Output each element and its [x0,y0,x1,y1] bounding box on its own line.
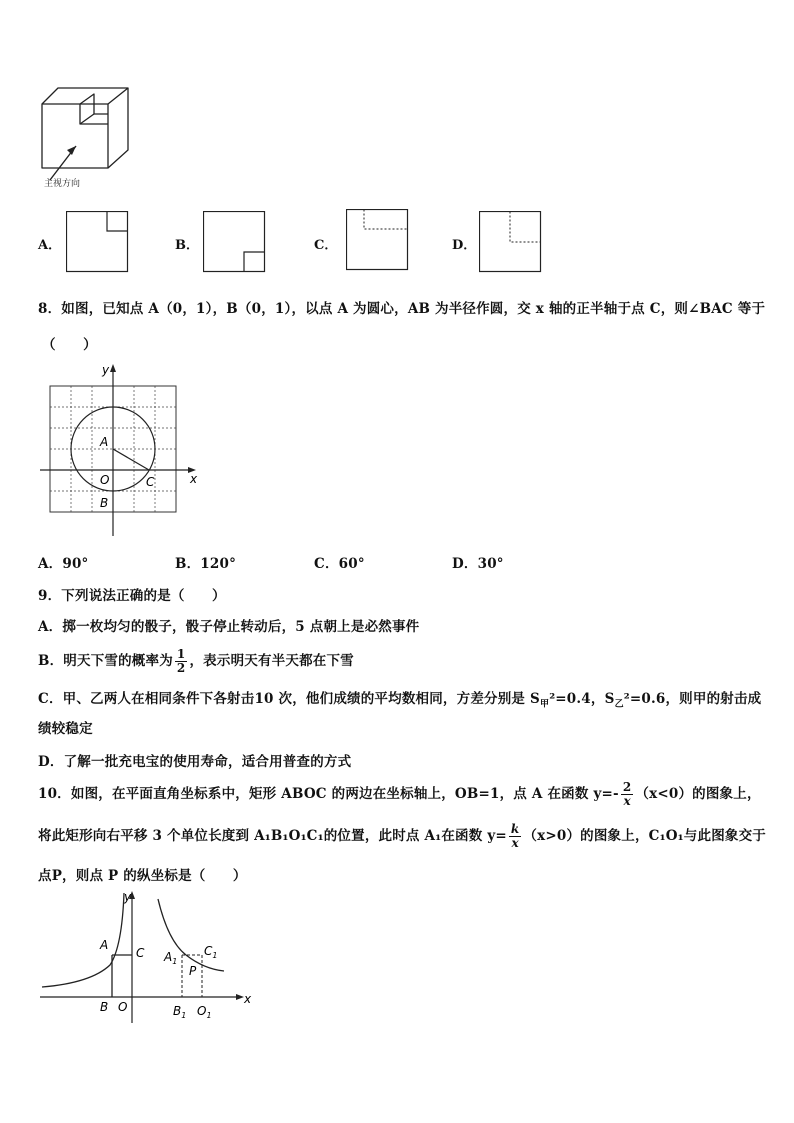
q10-line2-pre: 将此矩形向右平移 3 个单位长度到 A₁B₁O₁C₁的位置，此时点 A₁在函数 y= [38,828,507,844]
q10-point-b1-subscript: 1 [181,1011,187,1020]
q8-point-o-label: O [100,473,110,487]
q9-option-c-line2: 绩较稳定 [38,721,93,737]
q7-option-c-figure[interactable] [346,209,409,271]
q9-option-b-post: ，表示明天有半天都在下雪 [189,653,354,669]
q9-option-d[interactable]: D．了解一批充电宝的使用寿命，适合用普查的方式 [38,754,352,770]
q10-point-b-label: B [100,1000,109,1014]
q7-option-d-figure[interactable] [479,211,542,273]
q9-option-c-text-mid: ²=0.4，S [549,691,615,707]
q7-option-b-figure[interactable] [203,211,266,273]
q10-stem-line3: 点P，则点 P 的纵坐标是（ ） [38,868,247,884]
q9-option-b[interactable] [38,648,354,675]
q10-point-b1-letter: B [173,1004,182,1018]
fraction-denominator: x [623,794,631,808]
q10-line1-post: （x<0）的图象上， [635,786,761,802]
q10-point-p-label: P [189,964,197,978]
q10-point-c1-subscript: 1 [212,951,218,960]
q10-point-o1-subscript: 1 [206,1011,212,1020]
fraction-denominator: 2 [176,661,186,675]
q7-option-b-label[interactable]: B． [175,238,199,253]
q7-option-d-label[interactable]: D． [452,238,477,253]
q9-option-c-text-a: C．甲、乙两人在相同条件下各射击10 次，他们成绩的平均数相同，方差分别是 S [38,691,540,707]
q8-axis-x-label: x [190,472,198,486]
q10-point-c-label: C [136,946,145,960]
cube-caption: 主视方向 [44,179,81,189]
q9-stem: 9．下列说法正确的是（ ） [38,588,226,604]
q10-fraction-1 [621,781,634,808]
fraction-denominator: x [511,836,519,850]
q8-point-c-label: C [146,475,155,489]
fraction-numerator: k [510,822,520,836]
q8-figure [36,356,204,538]
q10-point-b1-label [173,1004,186,1020]
q10-stem-line2 [38,823,766,850]
q7-option-c-label[interactable]: C． [314,238,338,253]
q8-stem-line2: （ ） [42,337,97,353]
q9-option-b-fraction [175,648,188,675]
cube-figure [36,82,140,190]
q10-point-a1-subscript: 1 [172,957,178,966]
q10-point-a1-label [163,950,177,966]
q10-point-c1-label [204,944,217,960]
q10-line1-pre: 10．如图，在平面直角坐标系中，矩形 ABOC 的两边在坐标轴上，OB=1，点 A 在函数 y=- [38,786,619,802]
q10-point-o1-letter: O [197,1004,207,1018]
q8-option-c[interactable]: C．60° [314,556,365,572]
q8-axis-y-label: y [102,363,110,377]
q9-option-b-pre: B．明天下雪的概率为 [38,653,173,669]
q9-option-c-text-b: ²=0.6，则甲的射击成 [623,691,762,707]
q9-option-c-sub-yi: 乙 [614,699,624,710]
q10-point-o-label: O [118,1000,128,1014]
fraction-numerator: 2 [622,780,632,794]
q10-axis-x-label: x [244,992,252,1006]
q8-point-a-label: A [100,435,109,449]
q8-option-b[interactable]: B．120° [175,556,237,572]
q10-point-a-label: A [100,938,109,952]
q10-point-a1-letter: A [164,950,173,964]
fraction-numerator: 1 [176,647,186,661]
q10-stem-line1 [38,781,761,808]
q7-option-a-label[interactable]: A． [38,238,62,253]
q10-axis-y-label: y [124,890,132,904]
q10-figure [36,885,262,1025]
q7-option-a-figure[interactable] [66,211,129,273]
q8-option-a[interactable]: A．90° [38,556,89,572]
q10-fraction-2 [509,823,522,850]
q10-point-o1-label [197,1004,212,1020]
q9-option-c-line1[interactable] [38,687,761,710]
q8-point-b-label: B [100,496,109,510]
q9-option-a[interactable]: A．掷一枚均匀的骰子，骰子停止转动后，5 点朝上是必然事件 [38,619,420,635]
q9-option-c-sub-jia: 甲 [539,699,550,710]
q10-line2-post: （x>0）的图象上，C₁O₁与此图象交于 [523,828,766,844]
q8-option-d[interactable]: D．30° [452,556,504,572]
q8-stem-line1: 8．如图，已知点 A（0，1），B（0，1），以点 A 为圆心，AB 为半径作圆，交 x 轴的正半轴于点 C，则∠BAC 等于 [38,301,766,317]
q10-point-c1-letter: C [204,944,213,958]
